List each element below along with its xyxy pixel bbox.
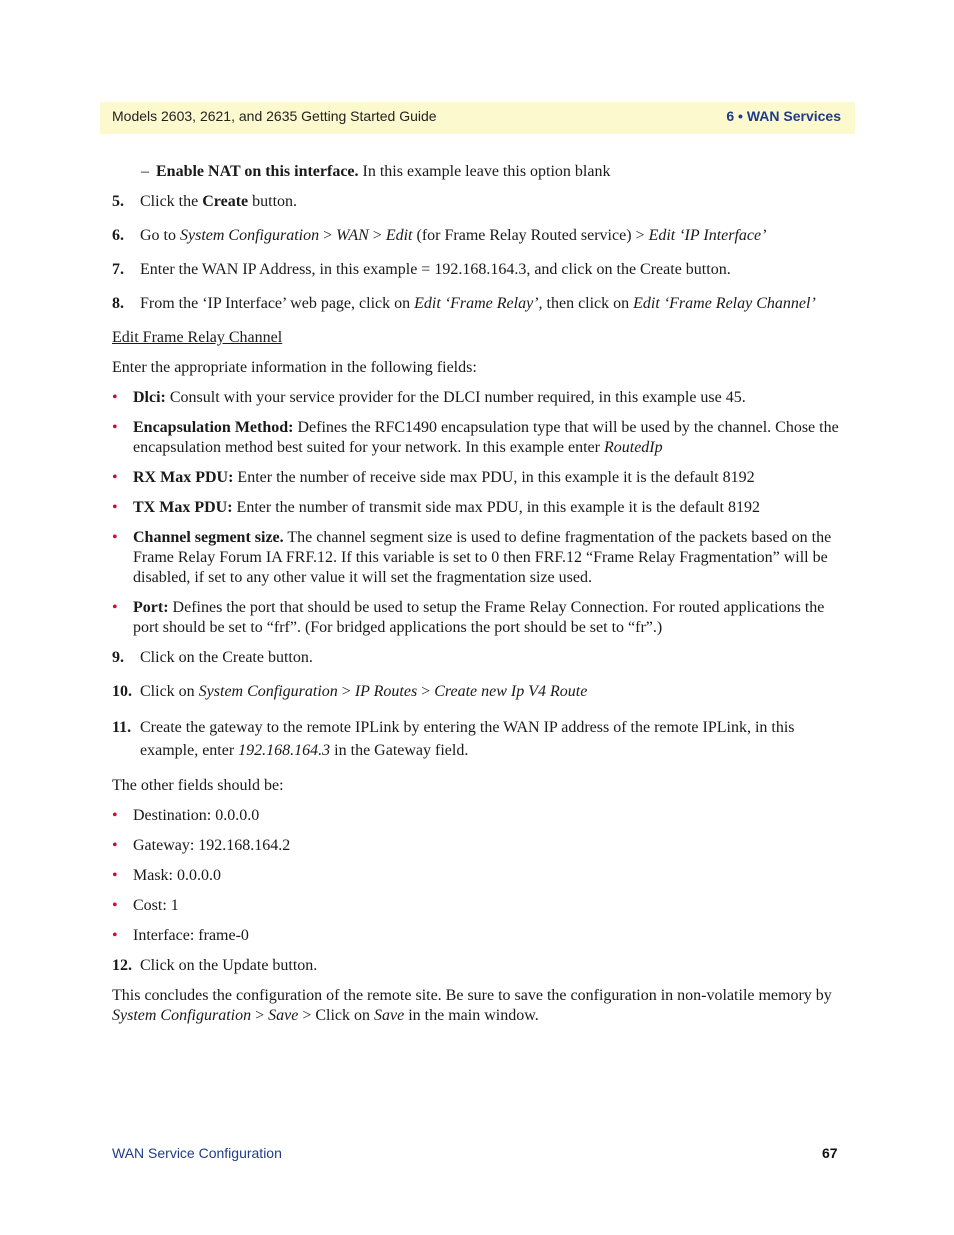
route-field-text: Mask: 0.0.0.0	[133, 867, 221, 884]
list-item	[112, 896, 840, 916]
step-italic: 192.168.164.3	[238, 742, 331, 759]
step-italic: Edit ‘IP Interface’	[648, 227, 767, 244]
list-item	[112, 528, 840, 588]
step-text: Create the gateway to the remote IPLink by entering the WAN IP address of the remote IPLink, in this example, enter	[140, 719, 795, 759]
paragraph-text: This concludes the configuration of the remote site. Be sure to save the configuration in non-volatile memory by	[112, 987, 832, 1004]
step-number: 6.	[112, 227, 124, 244]
route-field-text: Destination: 0.0.0.0	[133, 807, 260, 824]
step-italic: Edit	[385, 227, 413, 244]
section-title: Edit Frame Relay Channel	[112, 329, 283, 346]
paragraph-text: in the main window.	[404, 1007, 539, 1024]
step-italic: WAN	[336, 227, 369, 244]
route-field-text: Interface: frame-0	[133, 927, 249, 944]
step-italic: Create new Ip V4 Route	[434, 683, 588, 700]
bullet-marker: •	[112, 837, 118, 854]
paragraph-italic: Save	[268, 1007, 299, 1024]
step-text: >	[319, 227, 337, 244]
bullet-marker: •	[112, 867, 118, 884]
step-5	[112, 192, 840, 212]
list-item	[112, 926, 840, 946]
list-item	[112, 866, 840, 886]
list-item	[112, 598, 840, 638]
bullet-marker: •	[112, 807, 118, 824]
dash-marker: –	[141, 163, 149, 180]
step-9	[112, 648, 840, 668]
step-text: >	[368, 227, 386, 244]
field-description: Defines the port that should be used to setup the Frame Relay Connection. For routed applications the port should be set to “frf”. (For bridged applications the port should be set to “fr”.)	[133, 599, 825, 636]
step-italic: Edit ‘Frame Relay Channel’	[633, 295, 816, 312]
step-italic: Edit ‘Frame Relay’,	[414, 295, 543, 312]
dash-item-text: In this example leave this option blank	[358, 163, 611, 180]
step-text: Click the	[140, 193, 203, 210]
step-italic: System Configuration	[180, 227, 320, 244]
step-italic: IP Routes	[354, 683, 418, 700]
field-description: Enter the number of transmit side max PDU, in this example it is the default 8192	[232, 499, 760, 516]
list-item	[112, 468, 840, 488]
bullet-marker: •	[112, 419, 118, 436]
field-description: Consult with your service provider for the DLCI number required, in this example use 45.	[165, 389, 746, 406]
bullet-marker: •	[112, 529, 118, 546]
bullet-marker: •	[112, 389, 118, 406]
step-10	[112, 682, 840, 702]
page-number: 67	[822, 1145, 838, 1161]
step-number: 8.	[112, 295, 124, 312]
step-number: 5.	[112, 193, 124, 210]
fields-intro: Enter the appropriate information in the following fields:	[112, 359, 477, 376]
bullet-marker: •	[112, 897, 118, 914]
step-text: in the Gateway field.	[330, 742, 469, 759]
step-text: (for Frame Relay Routed service) >	[412, 227, 649, 244]
step-number: 9.	[112, 649, 124, 666]
header-guide-title: Models 2603, 2621, and 2635 Getting Started Guide	[112, 108, 437, 124]
paragraph-text: >	[251, 1007, 269, 1024]
dash-item-enable-nat	[112, 162, 840, 182]
step-8	[112, 294, 840, 314]
step-bold: Create	[202, 193, 249, 210]
paragraph-italic: Save	[374, 1007, 405, 1024]
step-italic: System Configuration	[198, 683, 338, 700]
page-header	[100, 102, 855, 134]
list-item	[112, 418, 840, 458]
list-item	[112, 498, 840, 518]
bullet-marker: •	[112, 599, 118, 616]
dash-item-bold: Enable NAT on this interface.	[156, 163, 359, 180]
page-body	[112, 162, 840, 1036]
paragraph-text: > Click on	[298, 1007, 375, 1024]
header-chapter-title: 6 • WAN Services	[726, 108, 841, 124]
step-11	[112, 716, 840, 762]
bullet-marker: •	[112, 499, 118, 516]
field-description: Defines the RFC1490 encapsulation type that will be used by the channel. Chose the encapsulation method best suited for your network. In this example enter	[133, 419, 839, 456]
field-name: Dlci:	[133, 389, 166, 406]
field-list	[112, 388, 840, 638]
field-name: RX Max PDU:	[133, 469, 234, 486]
footer-section-title: WAN Service Configuration	[112, 1145, 282, 1161]
step-text: Click on the Create button.	[140, 649, 313, 666]
step-number: 10.	[112, 683, 132, 700]
step-text: Click on	[140, 683, 199, 700]
step-6	[112, 226, 840, 246]
route-field-text: Gateway: 192.168.164.2	[133, 837, 291, 854]
step-text: From the ‘IP Interface’ web page, click on	[140, 295, 415, 312]
bullet-marker: •	[112, 469, 118, 486]
route-field-list	[112, 806, 840, 946]
list-item	[112, 388, 840, 408]
step-text: button.	[248, 193, 298, 210]
step-text: >	[417, 683, 435, 700]
bullet-marker: •	[112, 927, 118, 944]
paragraph-italic: System Configuration	[112, 1007, 252, 1024]
step-text: Go to	[140, 227, 180, 244]
step-number: 7.	[112, 261, 124, 278]
step-12	[112, 956, 840, 976]
other-fields-intro: The other fields should be:	[112, 777, 284, 794]
list-item	[112, 806, 840, 826]
step-number: 12.	[112, 957, 132, 974]
field-name: Encapsulation Method:	[133, 419, 294, 436]
field-description: Enter the number of receive side max PDU, in this example it is the default 8192	[233, 469, 755, 486]
field-description: The channel segment size is used to define fragmentation of the packets based on the Frame Relay Forum IA FRF.12. If this variable is set to 0 then FRF.12 “Frame Relay Fragmentation” will be disabled, if set to any other value it will set the fragmentation size used.	[133, 529, 832, 586]
list-item	[112, 836, 840, 856]
field-example: RoutedIp	[603, 439, 663, 456]
step-7	[112, 260, 840, 280]
conclusion-paragraph	[112, 986, 840, 1026]
step-number: 11.	[112, 719, 132, 736]
field-name: Port:	[133, 599, 169, 616]
step-text: >	[337, 683, 355, 700]
step-text: Click on the Update button.	[140, 957, 318, 974]
step-text: then click on	[542, 295, 634, 312]
field-name: Channel segment size.	[133, 529, 284, 546]
step-text: Enter the WAN IP Address, in this example = 192.168.164.3, and click on the Create button.	[140, 261, 731, 278]
route-field-text: Cost: 1	[133, 897, 179, 914]
field-name: TX Max PDU:	[133, 499, 233, 516]
